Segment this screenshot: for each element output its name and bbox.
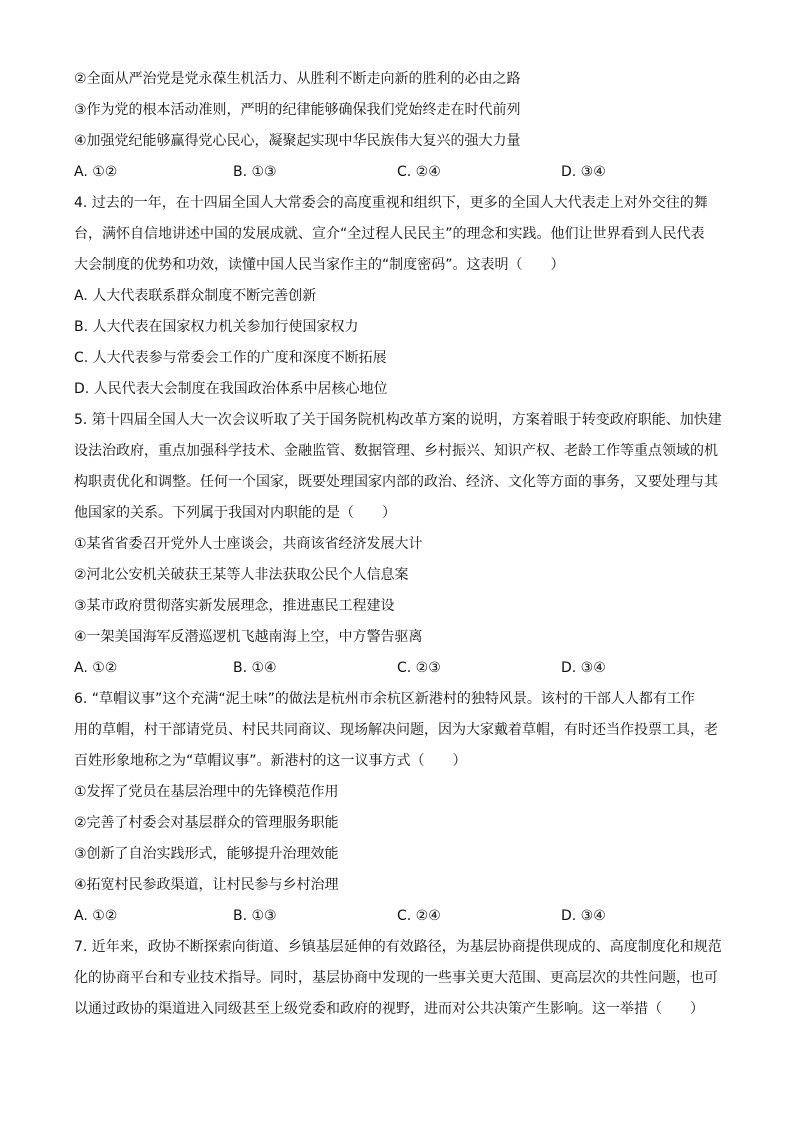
question-6-choices <box>74 901 718 932</box>
stem-line: 台，满怀自信地讲述中国的发展成就、宣介“全过程人民民主”的理念和实践。他们让世界看到人民代表 <box>74 226 705 242</box>
statement: ③作为党的根本活动准则，严明的纪律能够确保我们党始终走在时代前列 <box>74 102 521 118</box>
stem-line: 他国家的关系。下列属于我国对内职能的是（ ） <box>74 505 396 521</box>
stem-line: 4. 过去的一年，在十四届全国人大常委会的高度重视和组织下，更多的全国人大代表走上对外交往的舞 <box>74 195 708 211</box>
statement: ④一架美国海军反潜巡逻机飞越南海上空，中方警告驱离 <box>74 629 423 645</box>
choice-a: A. ①② <box>74 908 118 924</box>
choice-d: D. ③④ <box>561 660 606 676</box>
question-3-choices <box>74 157 718 188</box>
choice-d: D. ③④ <box>561 908 606 924</box>
statement: ④加强党纪能够赢得党心民心，凝聚起实现中华民族伟大复兴的强大力量 <box>74 133 521 149</box>
choice-d: D. ③④ <box>561 164 606 180</box>
question-5-statements <box>74 529 718 653</box>
statement: ②河北公安机关破获王某等人非法获取公民个人信息案 <box>74 567 409 583</box>
statement: ①发挥了党员在基层治理中的先锋模范作用 <box>74 784 339 800</box>
question-6-statements <box>74 777 718 901</box>
choice-c: C. ②④ <box>397 908 441 924</box>
question-4-stem <box>74 188 718 281</box>
choice-c: C. ②③ <box>397 660 441 676</box>
option-a: A. 人大代表联系群众制度不断完善创新 <box>74 288 317 304</box>
option-c: C. 人大代表参与常委会工作的广度和深度不断拓展 <box>74 350 387 366</box>
stem-line: 设法治政府，重点加强科学技术、金融监管、数据管理、乡村振兴、知识产权、老龄工作等重点领域的机 <box>74 443 718 459</box>
question-6-stem <box>74 684 718 777</box>
question-7-stem <box>74 932 722 1025</box>
stem-line: 构职责优化和调整。任何一个国家，既要处理国家内部的政治、经济、文化等方面的事务，又要处理与其 <box>74 474 718 490</box>
statement: ④拓宽村民参政渠道，让村民参与乡村治理 <box>74 877 339 893</box>
choice-b: B. ①③ <box>233 164 277 180</box>
stem-line: 百姓形象地称之为“草帽议事”。新港村的这一议事方式（ ） <box>74 753 467 769</box>
stem-line: 以通过政协的渠道进入同级甚至上级党委和政府的视野，进而对公共决策产生影响。这一举措（ ） <box>74 1001 704 1017</box>
choice-b: B. ①④ <box>233 660 277 676</box>
question-4-options <box>74 281 718 405</box>
choice-b: B. ①③ <box>233 908 277 924</box>
stem-line: 用的草帽，村干部请党员、村民共同商议、现场解决问题，因为大家戴着草帽，有时还当作投票工具，老 <box>74 722 718 738</box>
choice-c: C. ②④ <box>397 164 441 180</box>
option-d: D. 人民代表大会制度在我国政治体系中居核心地位 <box>74 381 388 397</box>
stem-line: 化的协商平台和专业技术指导。同时，基层协商中发现的一些事关更大范围、更高层次的共性问题，也可 <box>74 970 718 986</box>
stem-line: 7. 近年来，政协不断探索向街道、乡镇基层延伸的有效路径，为基层协商提供现成的、高度制度化和规范 <box>74 939 722 955</box>
stem-line: 6. “草帽议事”这个充满“泥土味”的做法是杭州市余杭区新港村的独特风景。该村的干部人人都有工作 <box>74 691 695 707</box>
choice-a: A. ①② <box>74 164 118 180</box>
statement: ③创新了自治实践形式，能够提升治理效能 <box>74 846 339 862</box>
question-5-choices <box>74 653 718 684</box>
stem-line: 大会制度的优势和功效，读懂中国人民当家作主的“制度密码”。这表明（ ） <box>74 257 565 273</box>
statement: ②完善了村委会对基层群众的管理服务职能 <box>74 815 339 831</box>
statement: ①某省省委召开党外人士座谈会，共商该省经济发展大计 <box>74 536 423 552</box>
question-5-stem <box>74 405 722 529</box>
choice-a: A. ①② <box>74 660 118 676</box>
statement: ②全面从严治党是党永葆生机活力、从胜利不断走向新的胜利的必由之路 <box>74 71 521 87</box>
stem-line: 5. 第十四届全国人大一次会议听取了关于国务院机构改革方案的说明，方案着眼于转变政府职能、加快建 <box>74 412 722 428</box>
option-b: B. 人大代表在国家权力机关参加行使国家权力 <box>74 319 359 335</box>
statement: ③某市政府贯彻落实新发展理念，推进惠民工程建设 <box>74 598 395 614</box>
question-3-statements <box>74 64 718 157</box>
